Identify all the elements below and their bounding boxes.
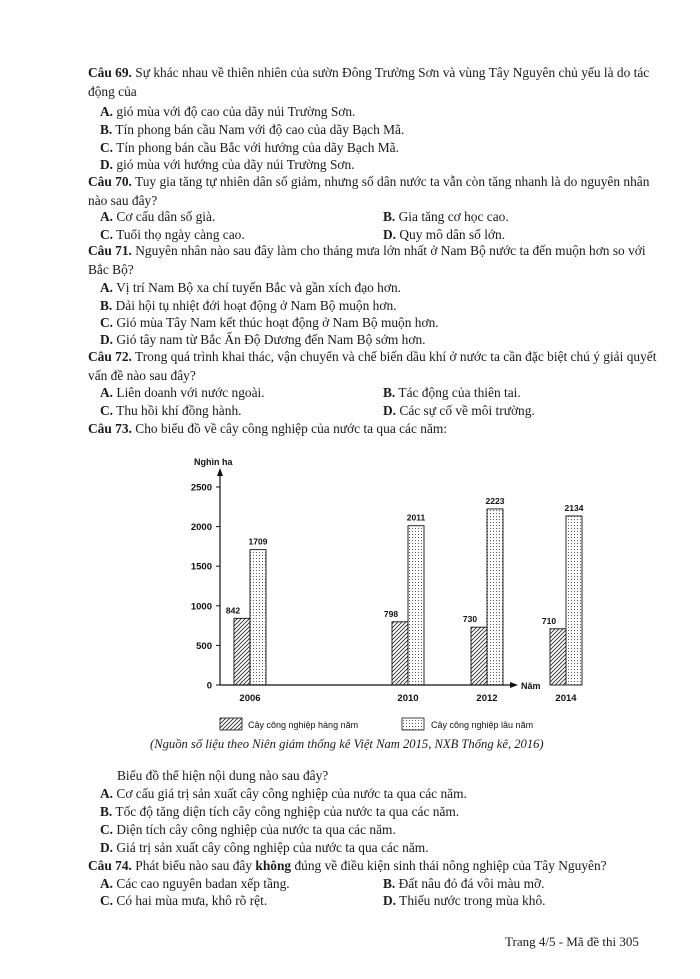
legend-swatch-annual (220, 718, 242, 730)
option-71-a (100, 278, 401, 297)
option-label: D. (100, 840, 114, 855)
option-text: Thiếu nước trong mùa khô. (399, 893, 546, 908)
page-footer: Trang 4/5 - Mã đề thi 305 (505, 934, 639, 949)
y-tick-label: 2500 (190, 482, 212, 494)
option-label: A. (100, 786, 114, 801)
data-label: 798 (383, 608, 399, 619)
question-number: Câu 69. (88, 65, 132, 80)
legend-swatch-perennial (402, 718, 424, 730)
x-tick-label: 2010 (397, 693, 419, 704)
option-label: C. (100, 315, 114, 330)
option-text: Gia tăng cơ học cao. (398, 209, 509, 224)
option-label: D. (383, 893, 397, 908)
option-label: B. (100, 298, 113, 313)
question-stem: Tuy gia tăng tự nhiên dân số giảm, nhưng số dân nước ta vẫn còn tăng nhanh là do nguyên nhân nào sau đây? (88, 174, 650, 208)
question-number: Câu 71. (88, 243, 132, 258)
option-text: Thu hồi khí đồng hành. (116, 403, 242, 418)
question-69 (88, 63, 668, 101)
question-72 (88, 347, 668, 385)
bar-perennial-2014 (566, 516, 582, 685)
option-text: Dải hội tụ nhiệt đới hoạt động ở Nam Bộ muộn hơn. (115, 298, 397, 313)
option-label: A. (100, 104, 114, 119)
option-text: Tuổi thọ ngày càng cao. (116, 227, 245, 242)
option-label: C. (100, 893, 114, 908)
option-73-b (100, 802, 459, 821)
option-73-a (100, 784, 467, 803)
data-label: 2223 (485, 495, 505, 506)
question-stem: Trong quá trình khai thác, vận chuyển và chế biến dầu khí ở nước ta cần đặc biệt chú ý giải quyết vấn đề nào sau đây? (88, 349, 657, 383)
question-number: Câu 70. (88, 174, 132, 189)
y-tick-label: 1000 (190, 601, 212, 613)
bar-perennial-2006 (250, 550, 266, 685)
bar-annual-2014 (550, 629, 566, 685)
option-text: Liên doanh với nước ngoài. (116, 385, 265, 400)
data-label: 730 (462, 614, 478, 625)
option-label: B. (383, 385, 396, 400)
question-stem: Sự khác nhau về thiên nhiên của sườn Đông Trường Sơn và vùng Tây Nguyên chủ yếu là do tác động của (88, 65, 650, 99)
followup-question: Biểu đồ thể hiện nội dung nào sau đây? (117, 768, 329, 783)
option-text: Đất nâu đỏ đá vôi màu mỡ. (398, 876, 545, 891)
option-70-a (100, 207, 215, 226)
question-71 (88, 241, 668, 279)
option-label: B. (383, 876, 396, 891)
option-text: Có hai mùa mưa, khô rõ rệt. (116, 893, 268, 908)
bar-annual-2010 (392, 622, 408, 685)
question-number: Câu 73. (88, 421, 132, 436)
question-stem-emphasis: không (255, 858, 292, 873)
question-74 (88, 856, 668, 875)
option-text: Tín phong bán cầu Nam với độ cao của dãy Bạch Mã. (115, 122, 405, 137)
option-label: C. (100, 140, 114, 155)
x-ticks (239, 693, 577, 704)
data-label: 2134 (564, 502, 584, 513)
y-axis-arrow (217, 468, 223, 476)
option-text: gió mùa với độ cao của dãy núi Trường Sơn. (116, 104, 356, 119)
x-axis-label: Năm (521, 681, 541, 691)
option-label: A. (100, 385, 114, 400)
bar-annual-2012 (471, 627, 487, 685)
option-text: gió mùa với hướng của dãy núi Trường Sơn. (116, 157, 355, 172)
option-text: Gió tây nam từ Bắc Ấn Độ Dương đến Nam Bộ sớm hơn. (116, 332, 426, 347)
y-tick-label: 1500 (190, 561, 212, 573)
option-73-c (100, 820, 396, 839)
option-text: Tốc độ tăng diện tích cây công nghiệp của nước ta qua các năm. (115, 804, 460, 819)
question-stem-part: Phát biểu nào sau đây (135, 858, 256, 873)
option-label: A. (100, 280, 114, 295)
bar-perennial-2010 (408, 526, 424, 685)
x-axis-arrow (510, 682, 518, 688)
option-label: D. (100, 157, 114, 172)
option-label: C. (100, 822, 114, 837)
option-72-d (383, 401, 535, 420)
data-label: 842 (225, 605, 241, 616)
question-stem: Nguyên nhân nào sau đây làm cho tháng mưa lớn nhất ở Nam Bộ nước ta đến muộn hơn so với Bắc Bộ? (88, 243, 646, 277)
x-tick-label: 2012 (476, 693, 498, 704)
bar-perennial-2012 (487, 509, 503, 685)
option-label: C. (100, 227, 114, 242)
option-label: C. (100, 403, 114, 418)
option-73-d (100, 838, 429, 857)
option-label: B. (100, 804, 113, 819)
question-number: Câu 74. (88, 858, 132, 873)
option-text: Các cao nguyên badan xếp tầng. (116, 876, 290, 891)
y-tick-label: 500 (196, 640, 212, 652)
option-74-d (383, 891, 546, 910)
source-note: (Nguồn số liệu theo Niên giám thống kê Việt Nam 2015, NXB Thống kê, 2016) (150, 737, 544, 751)
option-text: Tác động của thiên tai. (398, 385, 521, 400)
option-label: A. (100, 209, 114, 224)
y-tick-label: 0 (206, 680, 212, 692)
option-label: B. (383, 209, 396, 224)
data-label: 2011 (406, 512, 426, 523)
bar-chart (180, 452, 584, 737)
option-text: Cơ cấu dân số già. (116, 209, 216, 224)
option-text: Vị trí Nam Bộ xa chí tuyến Bắc và gần xích đạo hơn. (116, 280, 402, 295)
data-label: 710 (541, 615, 557, 626)
question-stem-part: đúng về điều kiện sinh thái nông nghiệp của Tây Nguyên? (291, 858, 607, 873)
option-text: Giá trị sản xuất cây công nghiệp của nước ta qua các năm. (116, 840, 429, 855)
x-tick-label: 2014 (555, 693, 577, 704)
x-tick-label: 2006 (239, 693, 261, 704)
option-69-a (100, 102, 355, 121)
data-label: 1709 (248, 536, 268, 547)
question-stem: Cho biểu đồ về cây công nghiệp của nước ta qua các năm: (135, 421, 448, 436)
y-tick-label: 2000 (190, 522, 212, 534)
bars (226, 496, 584, 685)
option-72-c (100, 401, 241, 420)
option-text: Các sự cố về môi trường. (399, 403, 535, 418)
question-73 (88, 419, 668, 438)
option-72-a (100, 383, 265, 402)
option-text: Gió mùa Tây Nam kết thúc hoạt động ở Nam Bộ muộn hơn. (116, 315, 439, 330)
option-label: D. (383, 403, 397, 418)
legend-label-perennial: Cây công nghiệp lâu năm (431, 720, 534, 730)
option-74-c (100, 891, 267, 910)
legend-label-annual: Cây công nghiệp hàng năm (248, 720, 359, 730)
question-70 (88, 172, 668, 210)
option-label: B. (100, 122, 113, 137)
option-72-b (383, 383, 521, 402)
option-text: Diện tích cây công nghiệp của nước ta qua các năm. (116, 822, 396, 837)
option-70-b (383, 207, 509, 226)
option-label: D. (100, 332, 114, 347)
legend (220, 718, 533, 730)
y-ticks (191, 483, 220, 692)
option-text: Cơ cấu giá trị sản xuất cây công nghiệp của nước ta qua các năm. (116, 786, 467, 801)
bar-annual-2006 (234, 618, 250, 685)
option-label: A. (100, 876, 114, 891)
option-text: Tín phong bán cầu Bắc với hướng của dãy Bạch Mã. (116, 140, 399, 155)
y-axis-label: Nghìn ha (194, 457, 233, 467)
question-number: Câu 72. (88, 349, 132, 364)
option-text: Quy mô dân số lớn. (399, 227, 506, 242)
option-label: D. (383, 227, 397, 242)
option-69-b (100, 120, 404, 139)
